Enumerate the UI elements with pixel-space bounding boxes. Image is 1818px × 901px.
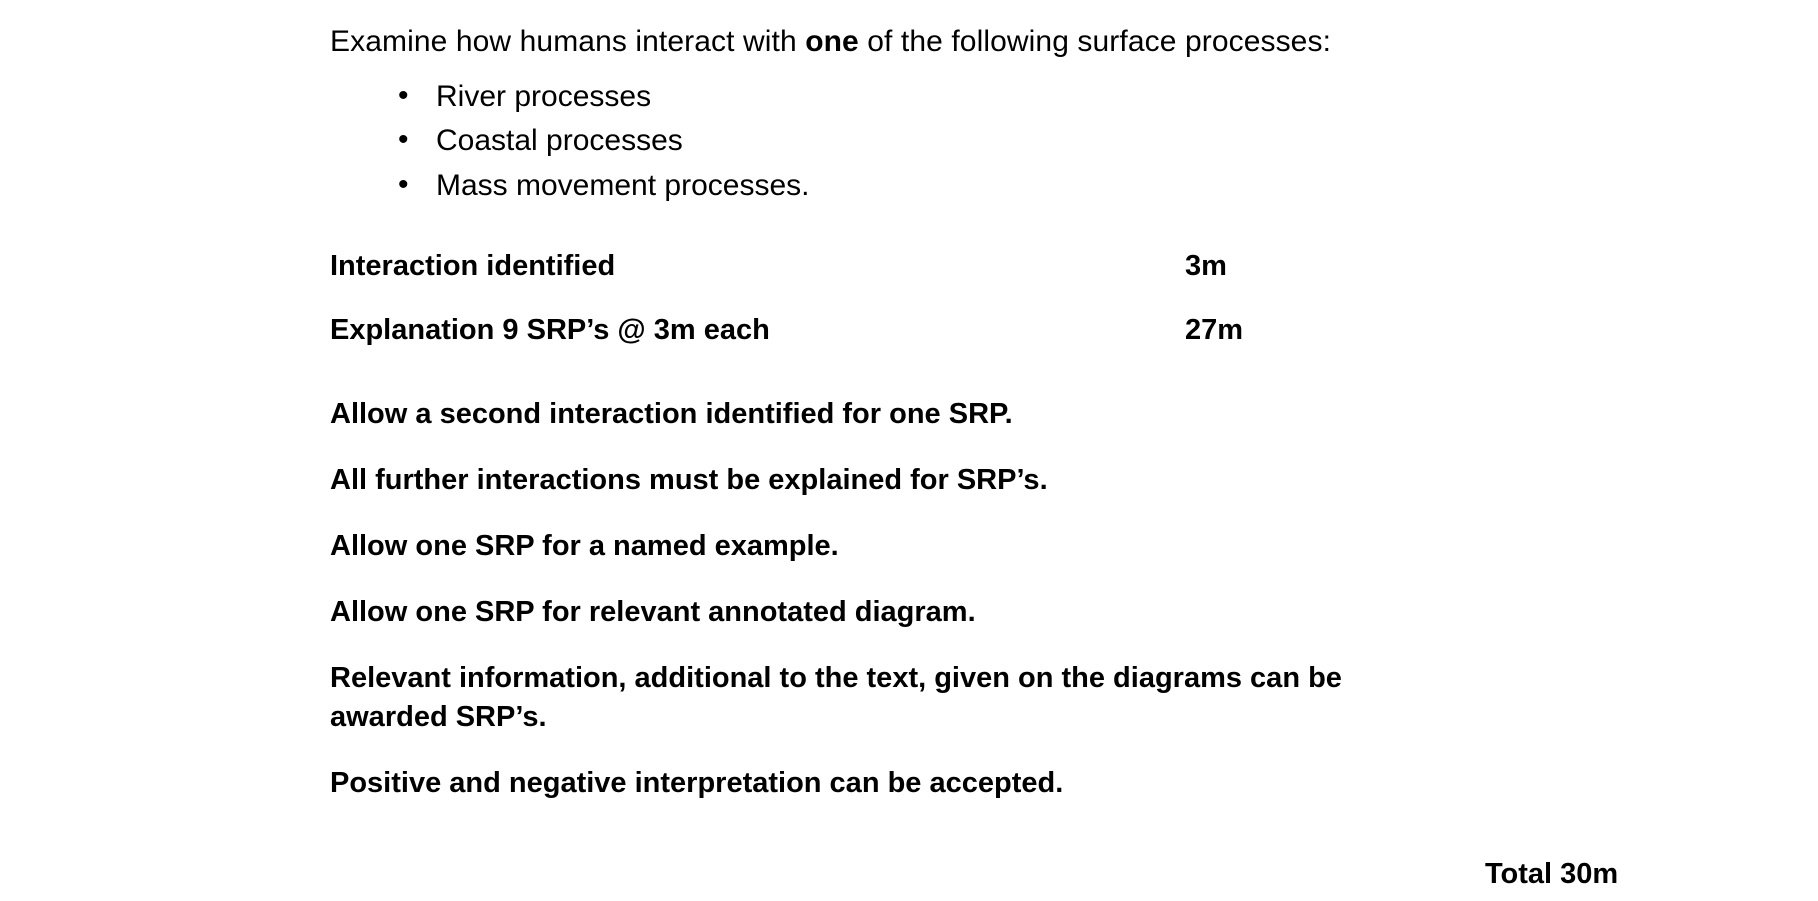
table-row <box>330 312 1530 376</box>
intro-text-bold: one <box>805 25 859 58</box>
marking-notes <box>330 395 1730 802</box>
marking-criterion-label: Interaction identified <box>330 250 616 282</box>
process-options-list <box>330 77 1730 207</box>
marking-note: Relevant information, additional to the text, given on the diagrams can be awarded SRP’s. <box>330 661 1342 733</box>
marking-criterion-label: Explanation 9 SRP’s @ 3m each <box>330 313 770 346</box>
marking-criterion-mark: 3m <box>1185 250 1227 282</box>
marking-note: Allow a second interaction identified for one SRP. <box>330 398 1013 431</box>
table-row <box>330 248 1530 312</box>
list-item: • River processes <box>330 77 1730 118</box>
question-intro <box>330 22 1730 63</box>
marking-note: Positive and negative interpretation can be accepted. <box>330 766 1064 799</box>
intro-text-after: of the following surface processes: <box>858 25 1332 58</box>
document-content <box>330 22 1730 829</box>
total-marks: Total 30m <box>1485 858 1619 890</box>
marking-note: All further interactions must be explained for SRP’s. <box>330 464 1048 497</box>
list-item: • Coastal processes <box>330 121 1730 162</box>
marking-note: Allow one SRP for a named example. <box>330 530 839 563</box>
intro-text-before: Examine how humans interact with <box>330 25 806 58</box>
marking-note: Allow one SRP for relevant annotated diagram. <box>330 595 976 628</box>
list-item: • Mass movement processes. <box>330 166 1730 207</box>
marking-criterion-mark: 27m <box>1185 313 1244 346</box>
marking-scheme-table <box>330 248 1530 375</box>
